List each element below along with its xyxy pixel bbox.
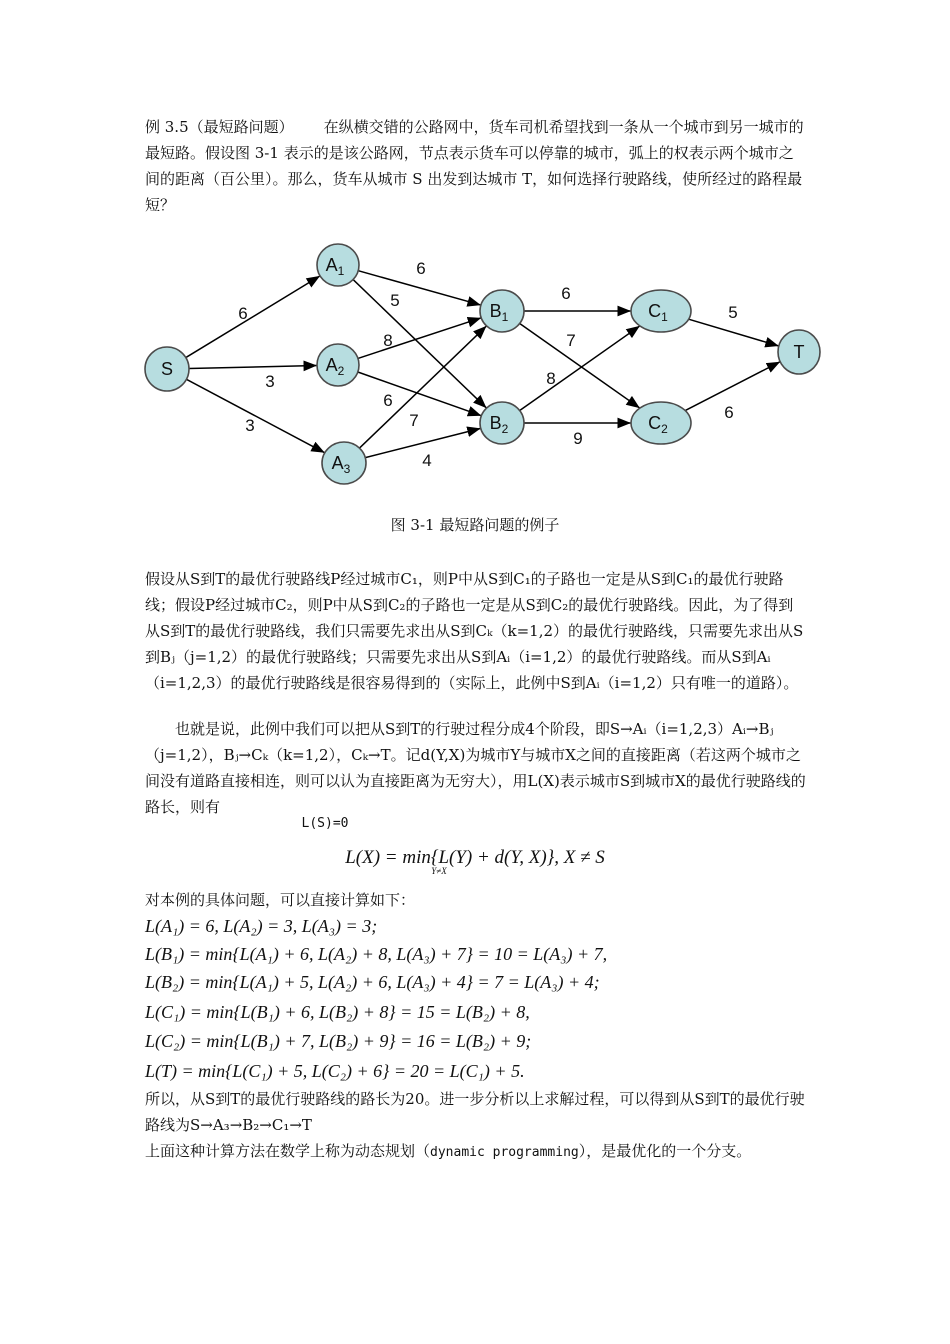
edge-weight-label: 9 [573,429,583,448]
calc-line: L(C₁) = min{L(B₁) + 6, L(B₂) + 8} = 15 = L(B₂) + 8, [145,1002,530,1022]
calc-line: L(B₂) = min{L(A₁) + 5, L(A₂) + 6, L(A₃) + 4} = 7 = L(A₃) + 4; [145,972,600,992]
edge-weight-label: 4 [422,451,432,470]
edge-s-a3 [186,379,324,452]
node-label: $B_2$ [489,413,509,436]
graph-nodes [145,244,820,484]
shortest-path-graph [130,232,830,502]
edge-weight-label: 7 [566,331,576,350]
node-c2 [631,402,691,444]
edge-weight-label: 6 [724,403,734,422]
node-b1 [480,290,524,332]
edge-a2-b1 [358,318,481,359]
node-label: $C_2$ [648,413,668,436]
edge-a3-b1 [359,326,486,448]
node-s [145,347,189,391]
paragraph-stages: 也就是说，此例中我们可以把从S到T的行驶过程分成4个阶段，即S→Aᵢ（i=1,2,3）Aᵢ→Bⱼ（j=1,2），Bⱼ→Cₖ（k=1,2），Cₖ→T。记d(Y,X)为城市Y与城市X之间的直接距离（若这两个城市之间没有道路直接相连，则可以认为直接距离为无穷大），用L(X)表示城市S到城市X的最优行驶路线的路长，则有 [145,720,806,816]
edge-weight-label: 6 [238,304,248,323]
edge-s-a1 [186,276,320,358]
closing-term: dynamic programming [430,1145,579,1160]
graph-edges [186,259,780,470]
edge-weight-label: 5 [728,303,738,322]
node-a2 [317,344,359,386]
formula-subscript: Y≠X [431,866,447,876]
conclusion-paragraph: 所以，从S到T的最优行驶路线的路长为20。进一步分析以上求解过程，可以得到从S到T的最优行驶路线为S→A₃→B₂→C₁→T [145,1090,805,1134]
node-t [778,330,820,374]
node-c1 [631,290,691,332]
edge-weight-label: 5 [390,291,400,310]
closing-text-a: 上面这种计算方法在数学上称为动态规划（ [145,1142,431,1160]
edge-weight-label: 6 [561,284,571,303]
edge-a2-b2 [358,372,482,416]
node-label: S [160,359,174,379]
edge-weight-label: 3 [245,416,255,435]
node-a1 [317,244,359,286]
edge-b2-c1 [520,326,640,411]
edge-weight-label: 8 [546,369,556,388]
closing-text-b: ），是最优化的一个分支。 [578,1142,752,1160]
intro-paragraph [145,114,807,218]
closing-paragraph [145,1138,807,1166]
calc-line: L(B₁) = min{L(A₁) + 6, L(A₂) + 8, L(A₃) + 7} = 10 = L(A₃) + 7, [145,944,608,964]
example-label: 例 3.5（最短路问题） [145,118,294,136]
edge-weight-label: 8 [383,331,393,350]
edge-weight-label: 6 [383,391,393,410]
figure-caption: 图 3-1 最短路问题的例子 [390,516,560,534]
node-label: $A_2$ [325,355,345,378]
node-b2 [480,402,524,444]
calc-line: L(A₁) = 6, L(A₂) = 3, L(A₃) = 3; [145,916,378,936]
edge-b1-c2 [520,323,640,408]
calc-line: L(T) = min{L(C₁) + 5, L(C₂) + 6} = 20 = L(C₁) + 5. [145,1061,525,1081]
paragraph-assumption: 假设从S到T的最优行驶路线P经过城市C₁，则P中从S到C₁的子路也一定是从S到C₁的最优行驶路线；假设P经过城市C₂，则P中从S到C₂的子路也一定是从S到C₂的最优行驶路线。因此，为了得到从S到T的最优行驶路线，我们只需要先求出从S到Cₖ（k=1,2）的最优行驶路线，只需要先求出从S到Bⱼ（j=1,2）的最优行驶路线；只需要先求出从S到Aᵢ（i=1,2）的最优行驶路线。而从S到Aᵢ（i=1,2,3）的最优行驶路线是很容易得到的（实际上，此例中S到Aᵢ（i=1,2）只有唯一的道路）。 [145,570,804,692]
node-label: $C_1$ [648,301,668,324]
formula-ls: L(S)=0 [301,816,349,831]
edge-a1-b2 [353,280,486,409]
calc-intro: 对本例的具体问题，可以直接计算如下： [145,891,416,909]
node-label: T [793,342,805,362]
edge-weight-label: 7 [409,411,419,430]
edge-weight-label: 3 [265,372,275,391]
node-a3 [322,442,366,484]
formula-main-text: L(X) = min{L(Y) + d(Y, X)}, X ≠ S [345,847,605,868]
intro-text: 在纵横交错的公路网中，货车司机希望找到一条从一个城市到另一城市的最短路。假设图 3-1 表示的是该公路网，节点表示货车可以停靠的城市，弧上的权表示两个城市之间的距离（百公里）。那么，货车从城市 S 出发到达城市 T，如何选择行驶路线，使所经过的路程最短？ [145,118,804,214]
calc-line: L(C₂) = min{L(B₁) + 7, L(B₂) + 9} = 16 = L(B₂) + 9; [145,1031,532,1051]
node-label: $A_1$ [325,255,345,278]
edge-c1-t [689,319,779,346]
node-label: $B_1$ [489,301,509,324]
edge-weight-label: 6 [416,259,426,278]
node-label: $A_3$ [331,453,351,476]
edge-s-a2 [189,365,317,368]
